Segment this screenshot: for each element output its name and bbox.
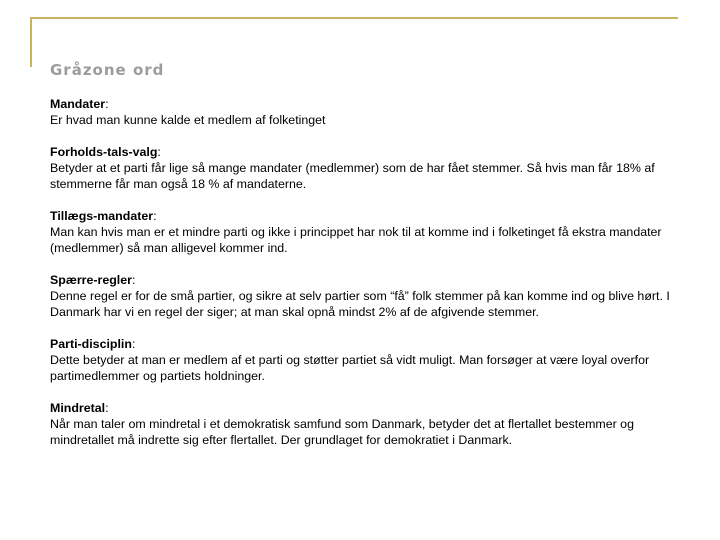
entry-forholds-tals-valg: Forholds-tals-valg: Betyder at et parti får lige så mange mandater (medlemmer) som de har fået stemmer. Så hvis man får 18% af stemmerne får man også 18 % af mandaterne. [50,145,655,191]
entry-term: Mandater [50,97,106,111]
entry-spaerre-regler: Spærre-regler: Denne regel er for de små partier, og sikre at selv partier som “få” folk stemmer på kan komme ind og blive hørt. I Danmark har vi en regel der siger; at man skal opnå mindst 2% af de afgivende stemmer. [50,273,670,319]
entry-definition: Man kan hvis man er et mindre parti og ikke i princippet har nok til at komme ind i folketinget få ekstra mandater (medlemmer) så man alligevel kommer ind. [50,225,662,255]
slide-frame-top-line [30,17,678,19]
entry-parti-disciplin: Parti-disciplin: Dette betyder at man er medlem af et parti og støtter partiet så vidt muligt. Man forsøger at være loyal overfor partimedlemmer og partiets holdninger. [50,337,650,383]
entry-definition: Denne regel er for de små partier, og sikre at selv partier som “få” folk stemmer på kan komme ind og blive hørt. I Danmark har vi en regel der siger; at man skal opnå mindst 2% af de afgivende stemmer. [50,289,670,319]
entry-definition: Dette betyder at man er medlem af et parti og støtter partiet så vidt muligt. Man forsøger at være loyal overfor partimedlemmer og partiets holdninger. [50,353,650,383]
entry-term: Mindretal [50,401,106,415]
entry-mindretal: Mindretal: Når man taler om mindretal i et demokratisk samfund som Danmark, betyder det at flertallet bestemmer og mindretallet må indrette sig efter flertallet. Der grundlaget for demokratiet i Danmark. [50,401,634,447]
entry-tillaegs-mandater: Tillægs-mandater: Man kan hvis man er et mindre parti og ikke i princippet har nok til at komme ind i folketinget få ekstra mandater (medlemmer) så man alligevel kommer ind. [50,209,662,255]
slide-frame-left-line [30,17,32,67]
entry-term: Spærre-regler [50,273,132,287]
entry-term: Forholds-tals-valg [50,145,158,159]
entry-definition: Betyder at et parti får lige så mange mandater (medlemmer) som de har fået stemmer. Så hvis man får 18% af stemmerne får man også 18 % af mandaterne. [50,161,655,191]
entry-mandater: Mandater: Er hvad man kunne kalde et medlem af folketinget [50,97,326,127]
entry-definition: Er hvad man kunne kalde et medlem af folketinget [50,113,326,127]
entry-term: Parti-disciplin [50,337,132,351]
slide-title: Gråzone ord [50,61,165,79]
slide-content [50,96,675,464]
entry-term: Tillægs-mandater [50,209,154,223]
entry-definition: Når man taler om mindretal i et demokratisk samfund som Danmark, betyder det at flertallet bestemmer og mindretallet må indrette sig efter flertallet. Der grundlaget for demokratiet i Danmark. [50,417,634,447]
